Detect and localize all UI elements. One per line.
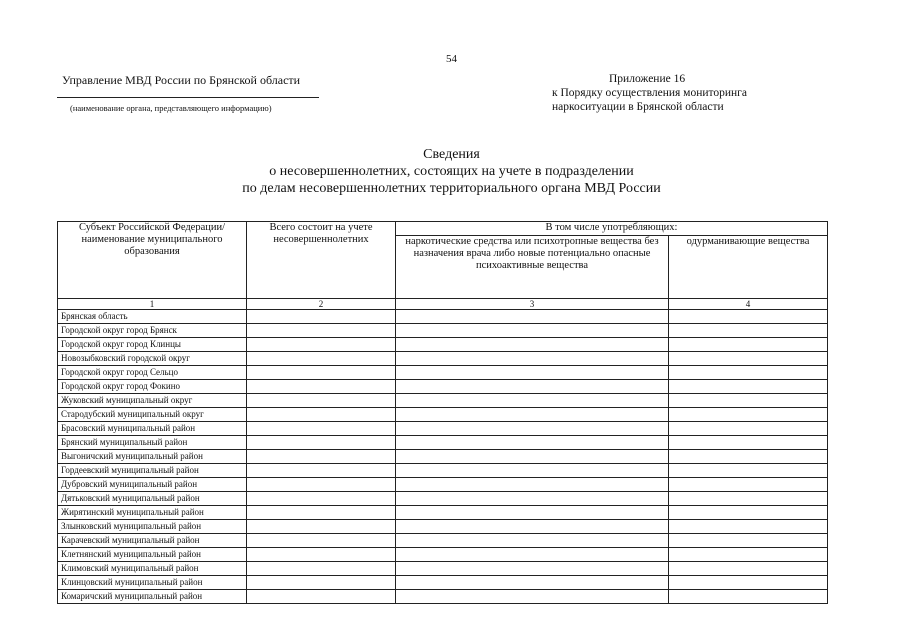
row-cell-intoxicants bbox=[669, 492, 828, 506]
row-cell-narcotics bbox=[396, 576, 669, 590]
table-row bbox=[58, 338, 828, 352]
row-cell-intoxicants bbox=[669, 408, 828, 422]
row-cell-total bbox=[247, 450, 396, 464]
appendix-line: к Порядку осуществления мониторинга bbox=[552, 87, 748, 99]
row-cell-total bbox=[247, 338, 396, 352]
row-cell-intoxicants bbox=[669, 324, 828, 338]
row-cell-total bbox=[247, 576, 396, 590]
row-cell-total bbox=[247, 492, 396, 506]
column-number: 1 bbox=[58, 299, 247, 310]
table-row bbox=[58, 394, 828, 408]
row-territory-name: Городской округ город Фокино bbox=[58, 380, 247, 394]
row-cell-total bbox=[247, 436, 396, 450]
row-cell-total bbox=[247, 394, 396, 408]
row-cell-intoxicants bbox=[669, 338, 828, 352]
report-title-line: по делам несовершеннолетних территориального органа МВД России bbox=[242, 181, 661, 196]
row-cell-total bbox=[247, 352, 396, 366]
row-cell-narcotics bbox=[396, 324, 669, 338]
table-row bbox=[58, 408, 828, 422]
row-cell-narcotics bbox=[396, 338, 669, 352]
row-cell-total bbox=[247, 408, 396, 422]
row-territory-name: Брянский муниципальный район bbox=[58, 436, 247, 450]
row-cell-intoxicants bbox=[669, 310, 828, 324]
row-territory-name: Выгоничский муниципальный район bbox=[58, 450, 247, 464]
row-territory-name: Городской округ город Брянск bbox=[58, 324, 247, 338]
row-territory-name: Брасовский муниципальный район bbox=[58, 422, 247, 436]
header-narcotics: наркотические средства или психотропные вещества без назначения врача либо новые потенциально опасные психоактивные вещества bbox=[396, 236, 669, 299]
row-territory-name: Жуковский муниципальный округ bbox=[58, 394, 247, 408]
row-cell-intoxicants bbox=[669, 352, 828, 366]
row-cell-intoxicants bbox=[669, 548, 828, 562]
table-body bbox=[58, 310, 828, 604]
row-cell-intoxicants bbox=[669, 562, 828, 576]
row-cell-intoxicants bbox=[669, 478, 828, 492]
row-cell-narcotics bbox=[396, 394, 669, 408]
row-cell-intoxicants bbox=[669, 450, 828, 464]
row-cell-narcotics bbox=[396, 548, 669, 562]
column-number: 4 bbox=[669, 299, 828, 310]
row-cell-narcotics bbox=[396, 506, 669, 520]
row-cell-total bbox=[247, 520, 396, 534]
table-row bbox=[58, 478, 828, 492]
table-row bbox=[58, 548, 828, 562]
header-subject: Субъект Российской Федерации/ наименование муниципального образования bbox=[58, 222, 247, 299]
row-cell-narcotics bbox=[396, 562, 669, 576]
organization-underline bbox=[57, 97, 319, 98]
row-territory-name: Карачевский муниципальный район bbox=[58, 534, 247, 548]
row-cell-narcotics bbox=[396, 520, 669, 534]
report-title bbox=[0, 146, 903, 197]
table-row bbox=[58, 310, 828, 324]
row-territory-name: Климовский муниципальный район bbox=[58, 562, 247, 576]
row-cell-intoxicants bbox=[669, 520, 828, 534]
row-cell-intoxicants bbox=[669, 590, 828, 604]
row-cell-total bbox=[247, 422, 396, 436]
row-territory-name: Дубровский муниципальный район bbox=[58, 478, 247, 492]
table-row bbox=[58, 366, 828, 380]
report-title-line: о несовершеннолетних, состоящих на учете в подразделении bbox=[269, 164, 634, 179]
row-cell-narcotics bbox=[396, 478, 669, 492]
report-table bbox=[57, 221, 828, 604]
row-cell-total bbox=[247, 464, 396, 478]
row-cell-total bbox=[247, 534, 396, 548]
row-cell-total bbox=[247, 478, 396, 492]
table-row bbox=[58, 464, 828, 478]
appendix-title: Приложение 16 bbox=[609, 73, 686, 85]
table-row bbox=[58, 436, 828, 450]
row-territory-name: Гордеевский муниципальный район bbox=[58, 464, 247, 478]
row-cell-narcotics bbox=[396, 310, 669, 324]
row-territory-name: Брянская область bbox=[58, 310, 247, 324]
row-cell-narcotics bbox=[396, 436, 669, 450]
header-intoxicants: одурманивающие вещества bbox=[669, 236, 828, 299]
header-total: Всего состоит на учете несовершеннолетних bbox=[247, 222, 396, 299]
row-cell-total bbox=[247, 506, 396, 520]
row-cell-narcotics bbox=[396, 492, 669, 506]
row-cell-intoxicants bbox=[669, 436, 828, 450]
row-cell-intoxicants bbox=[669, 394, 828, 408]
row-cell-intoxicants bbox=[669, 380, 828, 394]
row-territory-name: Городской округ город Сельцо bbox=[58, 366, 247, 380]
table-row bbox=[58, 422, 828, 436]
row-territory-name: Клетнянский муниципальный район bbox=[58, 548, 247, 562]
column-number: 3 bbox=[396, 299, 669, 310]
row-cell-total bbox=[247, 590, 396, 604]
row-cell-total bbox=[247, 310, 396, 324]
row-cell-narcotics bbox=[396, 450, 669, 464]
row-cell-intoxicants bbox=[669, 422, 828, 436]
row-territory-name: Злынковский муниципальный район bbox=[58, 520, 247, 534]
column-number-row bbox=[58, 299, 828, 310]
row-territory-name: Новозыбковский городской округ bbox=[58, 352, 247, 366]
row-cell-narcotics bbox=[396, 380, 669, 394]
table-row bbox=[58, 380, 828, 394]
organization-name: Управление МВД России по Брянской области bbox=[62, 73, 301, 87]
table-row bbox=[58, 324, 828, 338]
report-title-line: Сведения bbox=[423, 147, 480, 162]
row-cell-narcotics bbox=[396, 422, 669, 436]
row-cell-narcotics bbox=[396, 408, 669, 422]
row-cell-total bbox=[247, 380, 396, 394]
row-territory-name: Жирятинский муниципальный район bbox=[58, 506, 247, 520]
row-cell-intoxicants bbox=[669, 506, 828, 520]
table-row bbox=[58, 590, 828, 604]
row-cell-intoxicants bbox=[669, 464, 828, 478]
table-row bbox=[58, 534, 828, 548]
row-territory-name: Комаричский муниципальный район bbox=[58, 590, 247, 604]
row-territory-name: Городской округ город Клинцы bbox=[58, 338, 247, 352]
organization-caption: (наименование органа, представляющего информацию) bbox=[70, 103, 272, 113]
row-cell-narcotics bbox=[396, 352, 669, 366]
row-cell-intoxicants bbox=[669, 534, 828, 548]
row-cell-intoxicants bbox=[669, 576, 828, 590]
row-cell-narcotics bbox=[396, 590, 669, 604]
table-row bbox=[58, 562, 828, 576]
row-cell-narcotics bbox=[396, 366, 669, 380]
table-row bbox=[58, 450, 828, 464]
table-row bbox=[58, 576, 828, 590]
table-row bbox=[58, 492, 828, 506]
row-cell-narcotics bbox=[396, 464, 669, 478]
table-row bbox=[58, 506, 828, 520]
row-cell-total bbox=[247, 366, 396, 380]
row-cell-total bbox=[247, 562, 396, 576]
row-cell-intoxicants bbox=[669, 366, 828, 380]
row-cell-total bbox=[247, 324, 396, 338]
appendix-line: наркоситуации в Брянской области bbox=[552, 101, 724, 113]
page-number: 54 bbox=[446, 53, 457, 65]
table-row bbox=[58, 520, 828, 534]
header-including: В том числе употребляющих: bbox=[396, 222, 828, 236]
row-territory-name: Стародубский муниципальный округ bbox=[58, 408, 247, 422]
row-cell-total bbox=[247, 548, 396, 562]
table-row bbox=[58, 352, 828, 366]
row-territory-name: Дятьковский муниципальный район bbox=[58, 492, 247, 506]
appendix-block bbox=[552, 72, 792, 114]
row-cell-narcotics bbox=[396, 534, 669, 548]
column-number: 2 bbox=[247, 299, 396, 310]
row-territory-name: Клинцовский муниципальный район bbox=[58, 576, 247, 590]
